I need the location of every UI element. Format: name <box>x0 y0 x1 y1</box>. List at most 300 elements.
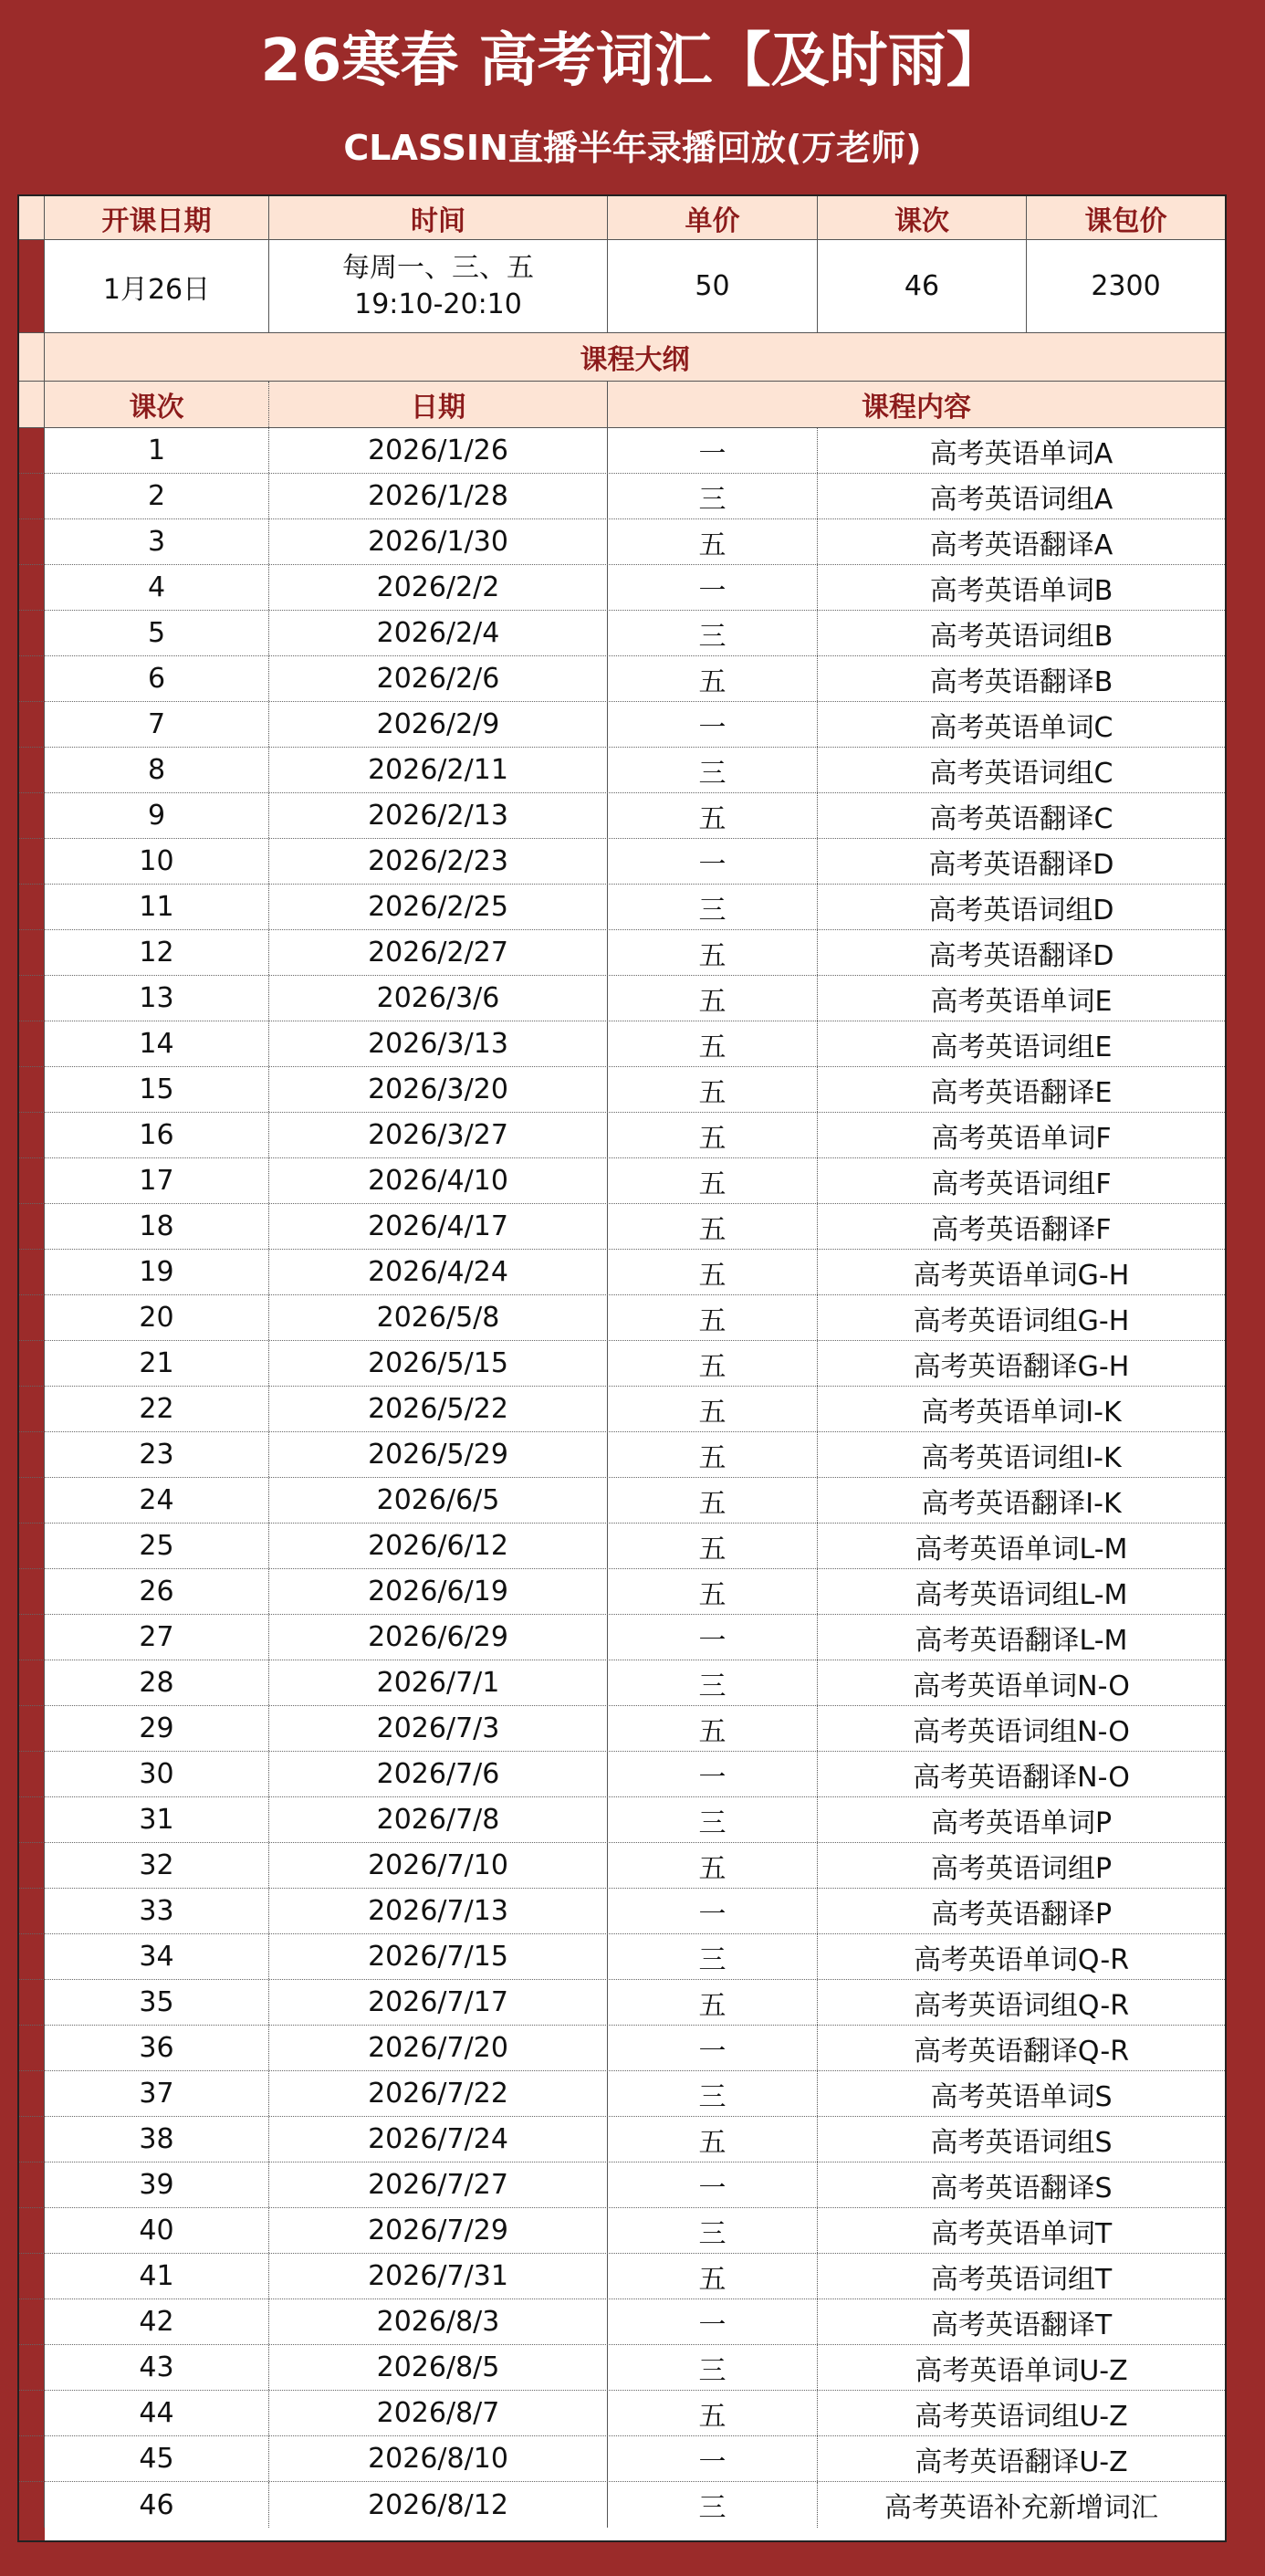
lesson-weekday: 五 <box>608 656 818 701</box>
lesson-number: 34 <box>45 1934 269 1979</box>
lesson-content: 高考英语翻译E <box>930 1076 1113 1109</box>
lesson-weekday: 一 <box>608 839 818 884</box>
lesson-weekday: 五 <box>608 1113 818 1157</box>
lesson-number: 3 <box>45 519 269 564</box>
row-gutter <box>19 1021 45 1066</box>
info-value-row <box>19 240 1225 333</box>
lesson-number: 35 <box>45 1980 269 2025</box>
lesson-weekday: 五 <box>608 1980 818 2025</box>
lesson-content: 高考英语词组F <box>931 1168 1112 1200</box>
lesson-number: 43 <box>45 2345 269 2390</box>
lesson-weekday: 五 <box>608 1341 818 1386</box>
lesson-number: 37 <box>45 2071 269 2116</box>
lesson-date: 2026/4/17 <box>269 1204 608 1249</box>
lesson-number: 5 <box>45 611 269 655</box>
lesson-content: 高考英语翻译A <box>929 529 1113 561</box>
lesson-row <box>19 1387 1225 1432</box>
row-gutter <box>19 2026 45 2070</box>
lesson-number: 11 <box>45 885 269 929</box>
row-gutter <box>19 1660 45 1705</box>
lesson-date: 2026/7/1 <box>269 1660 608 1705</box>
row-gutter <box>19 748 45 792</box>
lesson-row <box>19 1158 1225 1204</box>
lesson-content: 高考英语词组C <box>929 757 1113 790</box>
lesson-date: 2026/6/5 <box>269 1478 608 1523</box>
row-gutter <box>19 656 45 701</box>
lesson-weekday: 五 <box>608 1706 818 1751</box>
row-gutter <box>19 1797 45 1842</box>
lesson-row <box>19 1113 1225 1158</box>
lesson-number: 12 <box>45 930 269 975</box>
lesson-number: 6 <box>45 656 269 701</box>
lesson-content: 高考英语补充新增词汇 <box>884 2492 1158 2524</box>
row-gutter <box>19 474 45 518</box>
lesson-row <box>19 2026 1225 2071</box>
row-gutter <box>19 2117 45 2162</box>
outline-header-lesson: 课次 <box>45 382 269 427</box>
lesson-weekday: 五 <box>608 930 818 975</box>
row-gutter <box>19 2208 45 2253</box>
lesson-content: 高考英语翻译B <box>929 665 1113 698</box>
lesson-weekday: 一 <box>608 565 818 610</box>
outline-header-content: 课程内容 <box>862 392 971 424</box>
lesson-date: 2026/1/26 <box>269 428 608 473</box>
lesson-content: 高考英语单词U-Z <box>915 2354 1128 2387</box>
lesson-content: 高考英语翻译F <box>931 1213 1112 1246</box>
row-gutter <box>19 1615 45 1660</box>
lesson-weekday: 五 <box>608 1569 818 1614</box>
row-gutter <box>19 793 45 838</box>
lesson-content: 高考英语单词A <box>929 437 1113 470</box>
lesson-date: 2026/7/3 <box>269 1706 608 1751</box>
lesson-date: 2026/3/13 <box>269 1021 608 1066</box>
info-header-start-date: 开课日期 <box>45 196 269 239</box>
row-gutter <box>19 611 45 655</box>
lesson-weekday: 五 <box>608 1204 818 1249</box>
lesson-date: 2026/7/31 <box>269 2254 608 2299</box>
lesson-row <box>19 1660 1225 1706</box>
lesson-weekday: 五 <box>608 1478 818 1523</box>
lesson-row <box>19 565 1225 611</box>
row-gutter <box>19 2254 45 2299</box>
lesson-number: 20 <box>45 1295 269 1340</box>
lesson-row <box>19 1067 1225 1113</box>
lesson-weekday: 三 <box>608 611 818 655</box>
lesson-date: 2026/8/12 <box>269 2482 608 2528</box>
lesson-number: 14 <box>45 1021 269 1066</box>
row-gutter <box>19 1250 45 1294</box>
lesson-date: 2026/2/2 <box>269 565 608 610</box>
row-gutter <box>19 1980 45 2025</box>
lesson-weekday: 五 <box>608 793 818 838</box>
lesson-number: 42 <box>45 2299 269 2344</box>
info-time-days: 每周一、三、五 <box>342 251 534 284</box>
lesson-row <box>19 2071 1225 2117</box>
row-gutter <box>19 1706 45 1751</box>
lesson-weekday: 五 <box>608 2254 818 2299</box>
row-gutter <box>19 1478 45 1523</box>
lesson-row <box>19 839 1225 885</box>
outline-title-row <box>19 333 1225 382</box>
row-gutter <box>19 1524 45 1568</box>
lesson-content: 高考英语翻译L-M <box>915 1624 1128 1657</box>
lesson-content: 高考英语词组P <box>930 1852 1113 1885</box>
lesson-weekday: 五 <box>608 1067 818 1112</box>
lesson-number: 9 <box>45 793 269 838</box>
lesson-weekday: 五 <box>608 976 818 1021</box>
lesson-date: 2026/2/6 <box>269 656 608 701</box>
lesson-weekday: 五 <box>608 519 818 564</box>
row-gutter <box>19 702 45 747</box>
lesson-date: 2026/3/20 <box>269 1067 608 1112</box>
lesson-date: 2026/5/15 <box>269 1341 608 1386</box>
lesson-number: 41 <box>45 2254 269 2299</box>
schedule-table <box>17 194 1227 2542</box>
lesson-content: 高考英语翻译U-Z <box>915 2445 1128 2478</box>
lesson-weekday: 五 <box>608 1250 818 1294</box>
lesson-date: 2026/2/13 <box>269 793 608 838</box>
lesson-row <box>19 1524 1225 1569</box>
lesson-row <box>19 1478 1225 1524</box>
lesson-date: 2026/7/24 <box>269 2117 608 2162</box>
lesson-content: 高考英语单词P <box>930 1806 1113 1839</box>
row-gutter <box>19 2482 45 2528</box>
lesson-row <box>19 1980 1225 2026</box>
lesson-weekday: 五 <box>608 1021 818 1066</box>
lesson-weekday: 五 <box>608 1295 818 1340</box>
row-gutter <box>19 428 45 473</box>
lesson-content: 高考英语单词S <box>930 2080 1113 2113</box>
lesson-row <box>19 1341 1225 1387</box>
lesson-number: 44 <box>45 2391 269 2435</box>
lesson-number: 21 <box>45 1341 269 1386</box>
lesson-row <box>19 1752 1225 1797</box>
lesson-row <box>19 1843 1225 1889</box>
lesson-date: 2026/3/6 <box>269 976 608 1021</box>
row-gutter <box>19 1934 45 1979</box>
lesson-weekday: 三 <box>608 748 818 792</box>
lesson-weekday: 五 <box>608 1843 818 1888</box>
lesson-date: 2026/7/17 <box>269 1980 608 2025</box>
lesson-date: 2026/8/10 <box>269 2436 608 2481</box>
lesson-row <box>19 611 1225 656</box>
page-header <box>0 0 1265 194</box>
lesson-weekday: 五 <box>608 1158 818 1203</box>
lesson-date: 2026/7/29 <box>269 2208 608 2253</box>
lesson-row <box>19 1934 1225 1980</box>
lesson-date: 2026/2/25 <box>269 885 608 929</box>
lesson-date: 2026/7/6 <box>269 1752 608 1796</box>
lesson-content: 高考英语词组B <box>929 620 1113 653</box>
row-gutter <box>19 519 45 564</box>
row-gutter <box>19 976 45 1021</box>
row-gutter <box>19 2391 45 2435</box>
lesson-content: 高考英语翻译I-K <box>921 1487 1122 1520</box>
outline-header-date: 日期 <box>269 382 608 427</box>
row-gutter <box>19 2299 45 2344</box>
lesson-content: 高考英语翻译T <box>930 2309 1113 2341</box>
lesson-row <box>19 1615 1225 1660</box>
lesson-row <box>19 1706 1225 1752</box>
lesson-weekday: 五 <box>608 2391 818 2435</box>
lesson-row <box>19 2482 1225 2528</box>
lesson-number: 16 <box>45 1113 269 1157</box>
lesson-number: 27 <box>45 1615 269 1660</box>
lesson-content: 高考英语词组D <box>928 894 1114 927</box>
row-gutter <box>19 1569 45 1614</box>
lesson-weekday: 一 <box>608 1615 818 1660</box>
lesson-row <box>19 1021 1225 1067</box>
lesson-date: 2026/4/24 <box>269 1250 608 1294</box>
lesson-number: 29 <box>45 1706 269 1751</box>
lesson-content: 高考英语单词Q-R <box>913 1943 1130 1976</box>
lesson-number: 7 <box>45 702 269 747</box>
lesson-weekday: 一 <box>608 428 818 473</box>
lesson-number: 19 <box>45 1250 269 1294</box>
lesson-weekday: 一 <box>608 2299 818 2344</box>
lesson-date: 2026/7/20 <box>269 2026 608 2070</box>
row-gutter <box>19 565 45 610</box>
lesson-date: 2026/7/27 <box>269 2162 608 2207</box>
row-gutter <box>19 1341 45 1386</box>
lesson-row <box>19 474 1225 519</box>
outline-title: 课程大纲 <box>580 344 690 376</box>
lesson-row <box>19 1797 1225 1843</box>
lesson-date: 2026/6/12 <box>269 1524 608 1568</box>
lesson-date: 2026/5/22 <box>269 1387 608 1431</box>
page-subtitle: CLASSIN直播半年录播回放(万老师) <box>343 128 922 168</box>
lesson-row <box>19 1569 1225 1615</box>
lesson-number: 2 <box>45 474 269 518</box>
lesson-row <box>19 2345 1225 2391</box>
lesson-row <box>19 656 1225 702</box>
info-header-unit-price: 单价 <box>608 196 818 239</box>
lesson-weekday: 一 <box>608 2162 818 2207</box>
lesson-weekday: 三 <box>608 2071 818 2116</box>
lesson-date: 2026/7/22 <box>269 2071 608 2116</box>
lesson-row <box>19 885 1225 930</box>
lesson-row <box>19 1204 1225 1250</box>
lesson-content: 高考英语词组I-K <box>921 1441 1122 1474</box>
lesson-number: 33 <box>45 1889 269 1933</box>
lesson-content: 高考英语翻译C <box>929 802 1113 835</box>
lesson-number: 45 <box>45 2436 269 2481</box>
row-gutter <box>19 1843 45 1888</box>
lesson-content: 高考英语单词B <box>929 574 1113 607</box>
lesson-number: 17 <box>45 1158 269 1203</box>
row-gutter <box>19 885 45 929</box>
lesson-content: 高考英语单词N-O <box>913 1670 1130 1702</box>
lesson-date: 2026/7/10 <box>269 1843 608 1888</box>
lesson-content: 高考英语词组S <box>930 2126 1113 2159</box>
lesson-date: 2026/7/8 <box>269 1797 608 1842</box>
lesson-content: 高考英语单词E <box>930 985 1113 1018</box>
row-gutter <box>19 1295 45 1340</box>
lesson-row <box>19 2254 1225 2299</box>
lesson-date: 2026/7/13 <box>269 1889 608 1933</box>
lesson-number: 22 <box>45 1387 269 1431</box>
row-gutter <box>19 2345 45 2390</box>
row-gutter <box>19 2162 45 2207</box>
row-gutter <box>19 1113 45 1157</box>
row-gutter <box>19 1432 45 1477</box>
lesson-row <box>19 702 1225 748</box>
lesson-row <box>19 2391 1225 2436</box>
lesson-weekday: 三 <box>608 2208 818 2253</box>
lesson-content: 高考英语翻译N-O <box>913 1761 1130 1794</box>
lesson-row <box>19 2208 1225 2254</box>
info-start-date: 1月26日 <box>45 240 269 332</box>
lesson-date: 2026/8/7 <box>269 2391 608 2435</box>
lesson-content: 高考英语单词T <box>930 2217 1113 2250</box>
lesson-row <box>19 1295 1225 1341</box>
lesson-number: 15 <box>45 1067 269 1112</box>
lesson-content: 高考英语翻译D <box>928 939 1114 972</box>
lesson-number: 30 <box>45 1752 269 1796</box>
lesson-weekday: 三 <box>608 1797 818 1842</box>
lesson-row <box>19 793 1225 839</box>
info-header-time: 时间 <box>269 196 608 239</box>
lesson-number: 38 <box>45 2117 269 2162</box>
lesson-weekday: 三 <box>608 1660 818 1705</box>
lesson-number: 8 <box>45 748 269 792</box>
lesson-date: 2026/1/28 <box>269 474 608 518</box>
lesson-weekday: 一 <box>608 1752 818 1796</box>
lesson-weekday: 一 <box>608 702 818 747</box>
lesson-content: 高考英语翻译S <box>930 2172 1113 2204</box>
lesson-number: 10 <box>45 839 269 884</box>
lesson-weekday: 五 <box>608 1387 818 1431</box>
lesson-date: 2026/8/3 <box>269 2299 608 2344</box>
lesson-date: 2026/2/27 <box>269 930 608 975</box>
lesson-weekday: 一 <box>608 1889 818 1933</box>
lesson-number: 32 <box>45 1843 269 1888</box>
lesson-weekday: 三 <box>608 2345 818 2390</box>
outline-header-row <box>19 382 1225 428</box>
lesson-number: 46 <box>45 2482 269 2528</box>
lesson-content: 高考英语单词I-K <box>921 1396 1122 1429</box>
lesson-weekday: 五 <box>608 1524 818 1568</box>
lesson-content: 高考英语单词C <box>929 711 1113 744</box>
lesson-date: 2026/8/5 <box>269 2345 608 2390</box>
info-package-price: 2300 <box>1091 270 1161 302</box>
lesson-content: 高考英语单词G-H <box>913 1259 1130 1292</box>
lesson-date: 2026/6/19 <box>269 1569 608 1614</box>
lesson-number: 1 <box>45 428 269 473</box>
lesson-content: 高考英语单词L-M <box>915 1533 1128 1565</box>
lesson-number: 26 <box>45 1569 269 1614</box>
lesson-row <box>19 2436 1225 2482</box>
info-time <box>269 240 608 332</box>
lesson-date: 2026/2/4 <box>269 611 608 655</box>
info-time-hours: 19:10-20:10 <box>354 288 522 320</box>
lesson-row <box>19 519 1225 565</box>
lesson-weekday: 三 <box>608 1934 818 1979</box>
lesson-weekday: 三 <box>608 474 818 518</box>
row-gutter <box>19 1889 45 1933</box>
lesson-weekday: 五 <box>608 2117 818 2162</box>
lesson-row <box>19 2162 1225 2208</box>
lesson-content: 高考英语词组E <box>930 1031 1113 1063</box>
lesson-number: 18 <box>45 1204 269 1249</box>
lesson-content: 高考英语翻译G-H <box>913 1350 1130 1383</box>
lesson-date: 2026/5/29 <box>269 1432 608 1477</box>
lesson-content: 高考英语词组T <box>930 2263 1113 2296</box>
lesson-row <box>19 2117 1225 2162</box>
lesson-row <box>19 428 1225 474</box>
lesson-date: 2026/7/15 <box>269 1934 608 1979</box>
page-title: 26寒春 高考词汇【及时雨】 <box>260 27 1005 95</box>
lesson-row <box>19 1432 1225 1478</box>
lesson-number: 40 <box>45 2208 269 2253</box>
lesson-weekday: 一 <box>608 2026 818 2070</box>
row-gutter <box>19 2436 45 2481</box>
lesson-content: 高考英语单词F <box>931 1122 1112 1155</box>
info-unit-price: 50 <box>608 240 818 332</box>
lesson-number: 39 <box>45 2162 269 2207</box>
row-gutter <box>19 1067 45 1112</box>
row-gutter <box>19 930 45 975</box>
lesson-row <box>19 930 1225 976</box>
lesson-number: 28 <box>45 1660 269 1705</box>
lesson-row <box>19 1250 1225 1295</box>
lesson-content: 高考英语词组U-Z <box>915 2400 1128 2433</box>
lesson-date: 2026/2/11 <box>269 748 608 792</box>
info-header-package-price: 课包价 <box>1084 204 1167 237</box>
lesson-number: 23 <box>45 1432 269 1477</box>
lesson-weekday: 一 <box>608 2436 818 2481</box>
row-gutter <box>19 839 45 884</box>
row-gutter <box>19 1158 45 1203</box>
info-header-sessions: 课次 <box>818 196 1027 239</box>
lesson-row <box>19 976 1225 1021</box>
lesson-number: 24 <box>45 1478 269 1523</box>
row-gutter <box>19 2071 45 2116</box>
lesson-content: 高考英语翻译Q-R <box>913 2035 1130 2068</box>
lesson-row <box>19 1889 1225 1934</box>
lesson-row <box>19 2299 1225 2345</box>
lesson-number: 36 <box>45 2026 269 2070</box>
lesson-content: 高考英语词组L-M <box>915 1578 1128 1611</box>
lesson-content: 高考英语词组G-H <box>913 1304 1130 1337</box>
lesson-date: 2026/4/10 <box>269 1158 608 1203</box>
row-gutter <box>19 1387 45 1431</box>
lesson-weekday: 五 <box>608 1432 818 1477</box>
lesson-content: 高考英语词组Q-R <box>913 1989 1130 2022</box>
lesson-date: 2026/2/23 <box>269 839 608 884</box>
lesson-content: 高考英语词组A <box>929 483 1113 516</box>
info-sessions: 46 <box>818 240 1027 332</box>
row-gutter <box>19 1204 45 1249</box>
lesson-date: 2026/2/9 <box>269 702 608 747</box>
lesson-weekday: 三 <box>608 2482 818 2528</box>
lesson-number: 13 <box>45 976 269 1021</box>
lesson-weekday: 三 <box>608 885 818 929</box>
lesson-date: 2026/1/30 <box>269 519 608 564</box>
lesson-content: 高考英语翻译P <box>930 1898 1113 1931</box>
info-header-row <box>19 196 1225 240</box>
lesson-date: 2026/3/27 <box>269 1113 608 1157</box>
lesson-row <box>19 748 1225 793</box>
lesson-number: 25 <box>45 1524 269 1568</box>
lesson-number: 4 <box>45 565 269 610</box>
lesson-date: 2026/6/29 <box>269 1615 608 1660</box>
lesson-date: 2026/5/8 <box>269 1295 608 1340</box>
row-gutter <box>19 1752 45 1796</box>
lesson-content: 高考英语翻译D <box>928 848 1114 881</box>
lesson-number: 31 <box>45 1797 269 1842</box>
lesson-content: 高考英语词组N-O <box>913 1715 1130 1748</box>
